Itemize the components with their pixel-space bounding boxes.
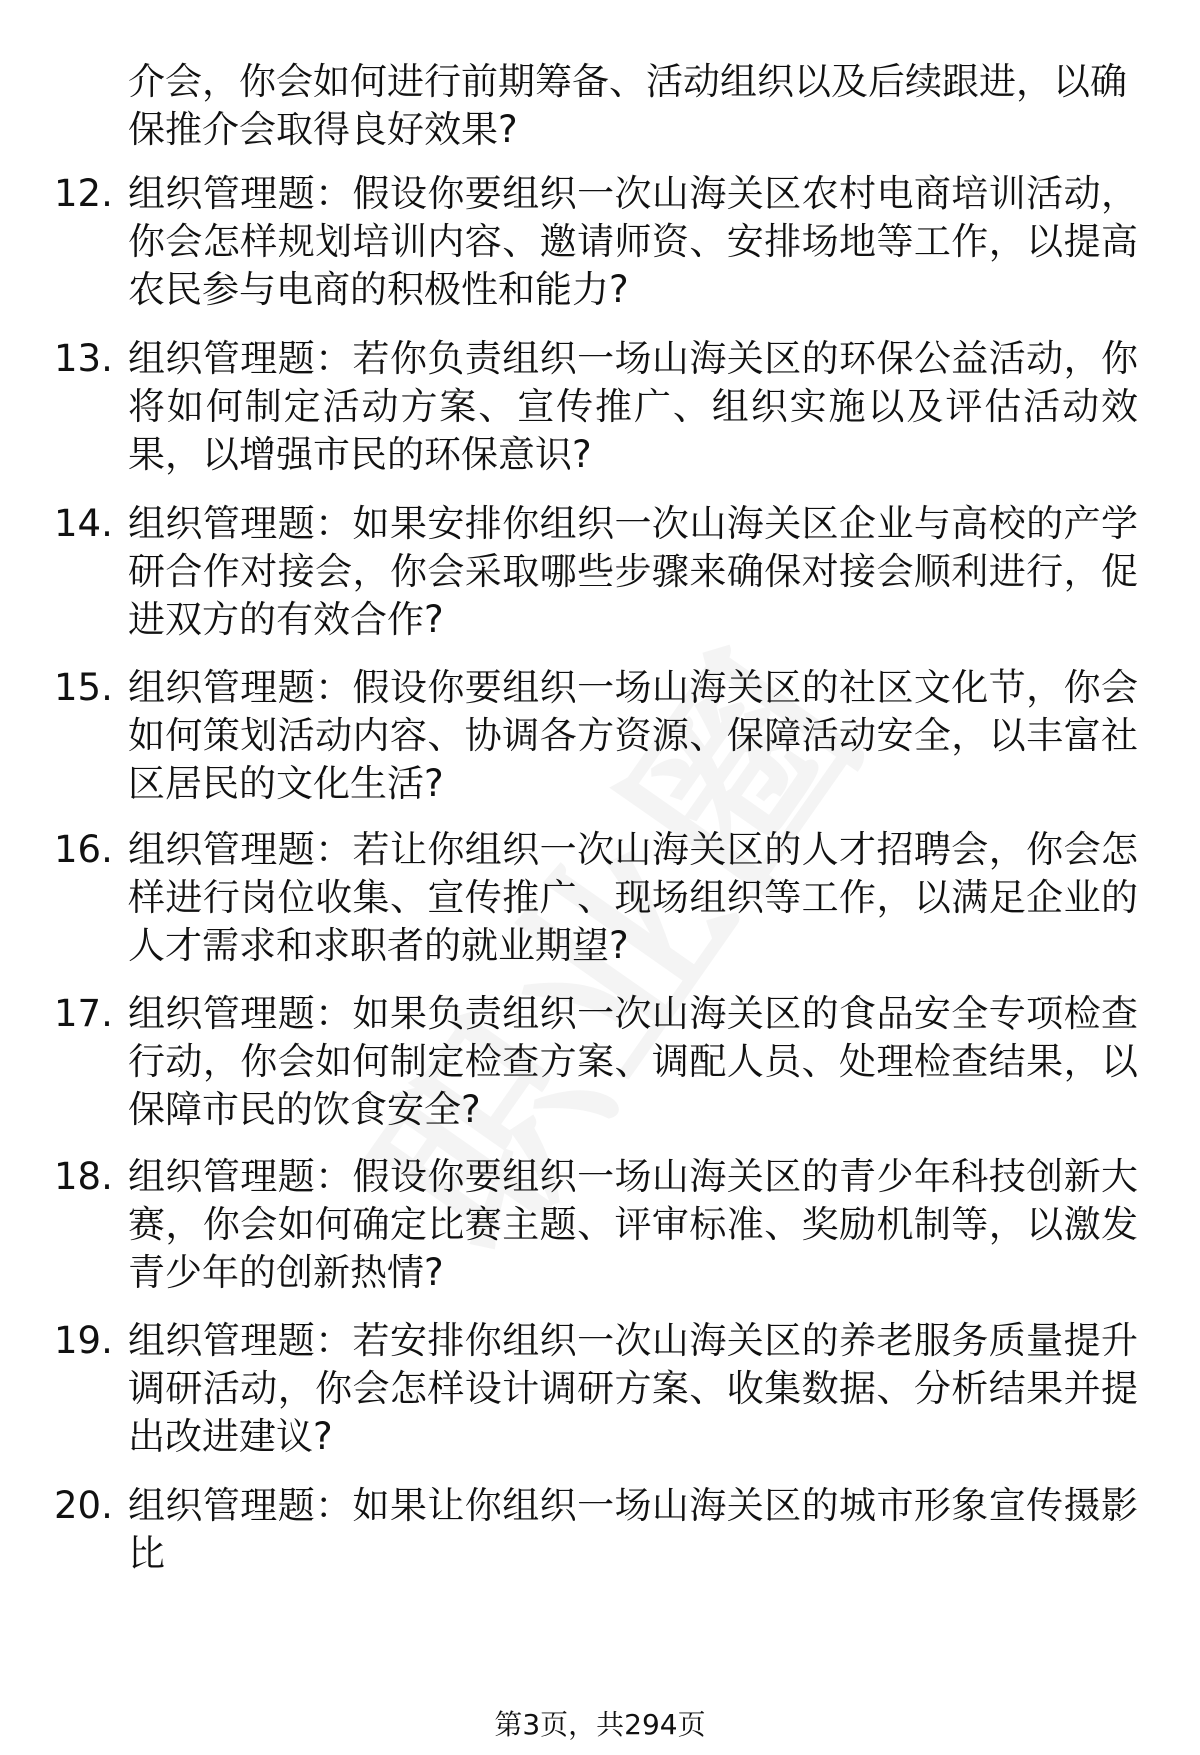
question-text: 组织管理题：若安排你组织一次山海关区的养老服务质量提升调研活动，你会怎样设计调研方案、收集数据、分析结果并提出改进建议? — [128, 1319, 1138, 1458]
question-number: 13. — [54, 337, 113, 380]
question-number: 12. — [54, 172, 113, 215]
question-text: 组织管理题：如果安排你组织一次山海关区企业与高校的产学研合作对接会，你会采取哪些步骤来确保对接会顺利进行，促进双方的有效合作? — [128, 502, 1138, 641]
question-text: 组织管理题：若让你组织一次山海关区的人才招聘会，你会怎样进行岗位收集、宣传推广、现场组织等工作，以满足企业的人才需求和求职者的就业期望? — [128, 828, 1138, 967]
question-item-12 — [54, 170, 1138, 314]
question-number: 17. — [54, 992, 113, 1035]
question-number: 18. — [54, 1155, 113, 1198]
question-number: 16. — [54, 828, 113, 871]
page-footer: 第3页，共294页 — [494, 1708, 706, 1741]
question-text: 组织管理题：如果让你组织一场山海关区的城市形象宣传摄影比 — [128, 1484, 1138, 1575]
question-text: 组织管理题：假设你要组织一场山海关区的社区文化节，你会如何策划活动内容、协调各方资源、保障活动安全，以丰富社区居民的文化生活? — [128, 666, 1138, 805]
question-item-16 — [54, 826, 1138, 970]
question-text: 组织管理题：若你负责组织一场山海关区的环保公益活动，你将如何制定活动方案、宣传推广、组织实施以及评估活动效果，以增强市民的环保意识? — [128, 337, 1138, 476]
question-number: 15. — [54, 666, 113, 709]
question-number: 14. — [54, 502, 113, 545]
question-item-13 — [54, 335, 1138, 479]
question-text: 组织管理题：假设你要组织一次山海关区农村电商培训活动，你会怎样规划培训内容、邀请师资、安排场地等工作，以提高农民参与电商的积极性和能力? — [128, 172, 1138, 311]
question-item-15 — [54, 664, 1138, 808]
question-item-19 — [54, 1317, 1138, 1461]
question-text: 组织管理题：假设你要组织一场山海关区的青少年科技创新大赛，你会如何确定比赛主题、评审标准、奖励机制等，以激发青少年的创新热情? — [128, 1155, 1138, 1294]
question-item-20 — [54, 1482, 1138, 1578]
question-item-18 — [54, 1153, 1138, 1297]
question-number: 19. — [54, 1319, 113, 1362]
question-text: 组织管理题：如果负责组织一次山海关区的食品安全专项检查行动，你会如何制定检查方案、调配人员、处理检查结果，以保障市民的饮食安全? — [128, 992, 1138, 1131]
question-number: 20. — [54, 1484, 113, 1527]
question-item-17 — [54, 990, 1138, 1134]
question-item-14 — [54, 500, 1138, 644]
continued-paragraph: 介会，你会如何进行前期筹备、活动组织以及后续跟进，以确保推介会取得良好效果? — [128, 60, 1127, 151]
